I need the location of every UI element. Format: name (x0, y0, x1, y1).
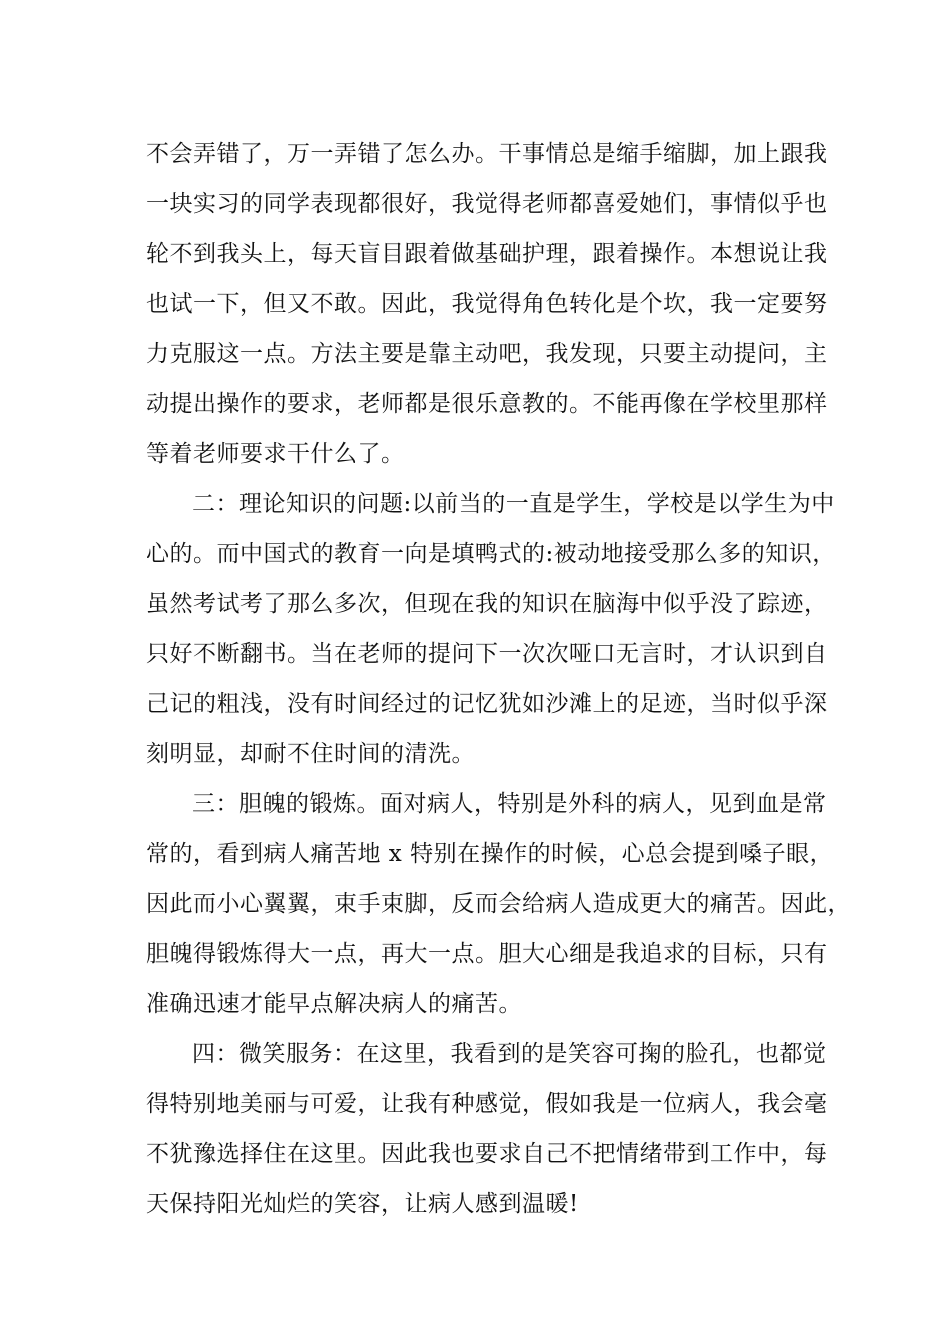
paragraph-first-line: 二：理论知识的问题:以前当的一直是学生，学校是以学生为中 (192, 491, 835, 517)
text-line: 不犹豫选择住在这里。因此我也要求自己不把情绪带到工作中，每 (146, 1141, 828, 1167)
text-line: 己记的粗浅，没有时间经过的记忆犹如沙滩上的足迹，当时似乎深 (146, 691, 828, 717)
text-line: 因此而小心翼翼，束手束脚，反而会给病人造成更大的痛苦。因此， (146, 891, 851, 917)
text-line: 天保持阳光灿烂的笑容，让病人感到温暖! (146, 1191, 579, 1217)
text-line: 得特别地美丽与可爱，让我有种感觉，假如我是一位病人，我会毫 (146, 1091, 828, 1117)
text-line: 力克服这一点。方法主要是靠主动吧，我发现，只要主动提问，主 (146, 341, 828, 367)
paragraph-first-line: 三：胆魄的锻炼。面对病人，特别是外科的病人，见到血是常 (192, 791, 827, 817)
text-line: 一块实习的同学表现都很好，我觉得老师都喜爱她们，事情似乎也 (146, 191, 828, 217)
text-line: 动提出操作的要求，老师都是很乐意教的。不能再像在学校里那样 (146, 391, 828, 417)
text-line: 胆魄得锻炼得大一点，再大一点。胆大心细是我追求的目标，只有 (146, 941, 828, 967)
text-line: 准确迅速才能早点解决病人的痛苦。 (146, 991, 522, 1017)
text-line: 常的，看到病人痛苦地 x 特别在操作的时候，心总会提到嗓子眼， (146, 841, 834, 867)
text-line: 轮不到我头上，每天盲目跟着做基础护理，跟着操作。本想说让我 (146, 241, 828, 267)
text-line: 刻明显，却耐不住时间的清洗。 (146, 741, 475, 767)
paragraph-first-line: 四：微笑服务：在这里，我看到的是笑容可掬的脸孔，也都觉 (192, 1041, 827, 1067)
text-line: 不会弄错了，万一弄错了怎么办。干事情总是缩手缩脚，加上跟我 (146, 141, 828, 167)
text-line: 虽然考试考了那么多次，但现在我的知识在脑海中似乎没了踪迹， (146, 591, 828, 617)
text-line: 只好不断翻书。当在老师的提问下一次次哑口无言时，才认识到自 (146, 641, 828, 667)
text-line: 也试一下，但又不敢。因此，我觉得角色转化是个坎，我一定要努 (146, 291, 828, 317)
text-line: 心的。而中国式的教育一向是填鸭式的:被动地接受那么多的知识， (146, 541, 836, 567)
text-line: 等着老师要求干什么了。 (146, 441, 405, 467)
